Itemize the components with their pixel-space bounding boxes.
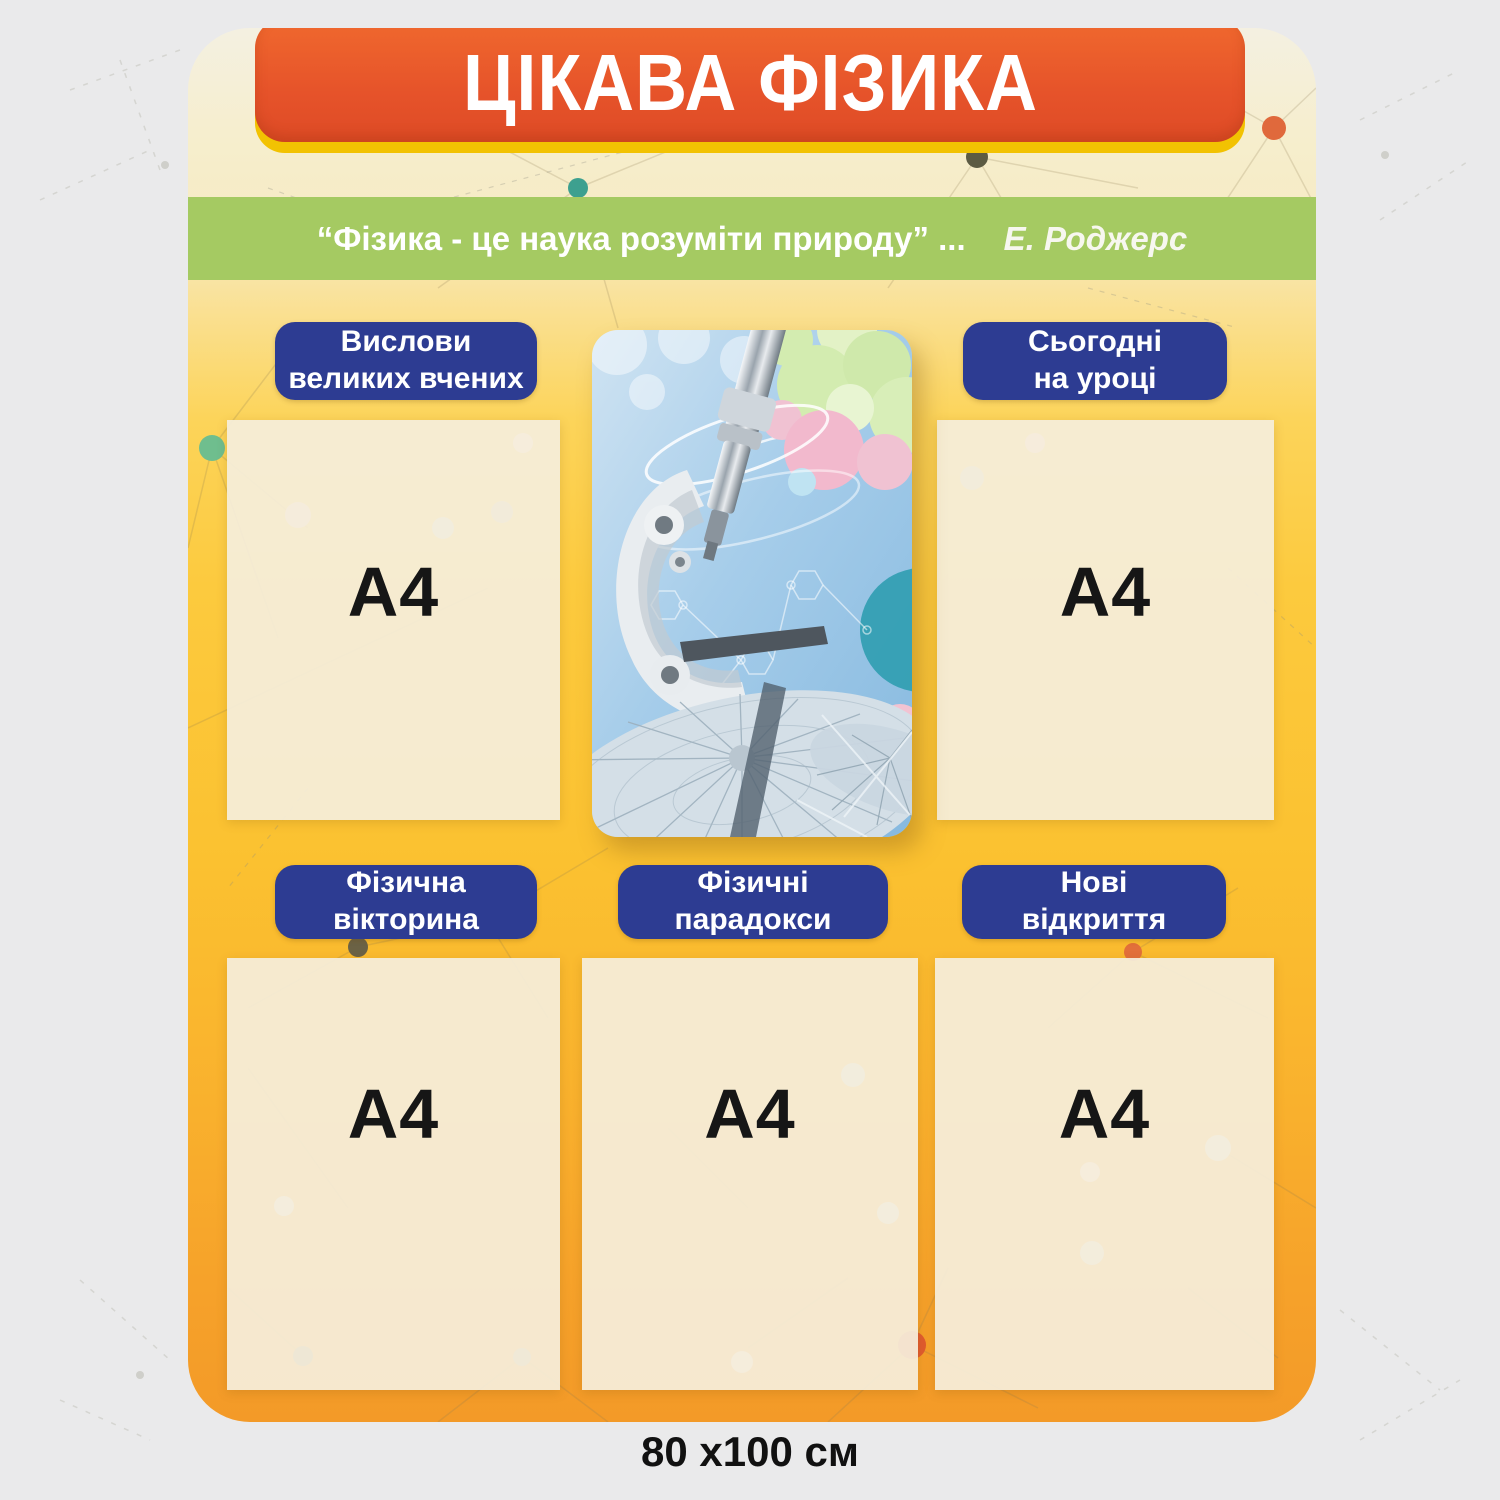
a4-marker: А4 xyxy=(704,1075,796,1154)
a4-pocket-quotes xyxy=(227,420,560,820)
section-label-line: відкриття xyxy=(1021,903,1167,936)
section-label-line: великих вчених xyxy=(288,362,524,395)
quote-text: “Фізика - це наука розуміти природу” ... xyxy=(316,219,966,257)
board-title: ЦІКАВА ФІЗИКА xyxy=(462,38,1038,127)
section-label-quotes-of-scientists xyxy=(275,322,537,400)
a4-marker: А4 xyxy=(1059,553,1152,631)
section-label-line: парадокси xyxy=(674,903,832,936)
a4-marker: А4 xyxy=(1058,1075,1151,1154)
section-label-physics-paradoxes xyxy=(618,865,888,939)
physics-board xyxy=(188,28,1316,1422)
a4-pocket-discoveries xyxy=(935,958,1274,1390)
a4-marker: А4 xyxy=(347,553,440,631)
section-label-new-discoveries xyxy=(962,865,1226,939)
a4-pocket-today xyxy=(937,420,1274,820)
section-label-line: Вислови xyxy=(340,325,472,359)
a4-pocket-paradoxes xyxy=(582,958,918,1390)
section-label-line: Фізична xyxy=(346,866,466,900)
section-label-line: Сьогодні xyxy=(1028,325,1162,359)
section-label-line: Фізичні xyxy=(697,866,809,900)
a4-marker: А4 xyxy=(347,1075,440,1154)
section-label-physics-quiz xyxy=(275,865,537,939)
section-label-line: на уроці xyxy=(1033,362,1157,395)
section-label-today-in-class xyxy=(963,322,1227,400)
section-label-line: вікторина xyxy=(333,903,479,936)
section-label-line: Нові xyxy=(1060,866,1128,900)
title-banner xyxy=(255,28,1245,142)
size-caption: 80 х100 см xyxy=(641,1428,859,1475)
quote-strip xyxy=(188,197,1316,280)
quote-author: Е. Роджерс xyxy=(1003,219,1188,257)
microscope-molecules-satellite-illustration xyxy=(592,330,912,837)
science-collage-image xyxy=(592,330,912,837)
a4-pocket-quiz xyxy=(227,958,560,1390)
